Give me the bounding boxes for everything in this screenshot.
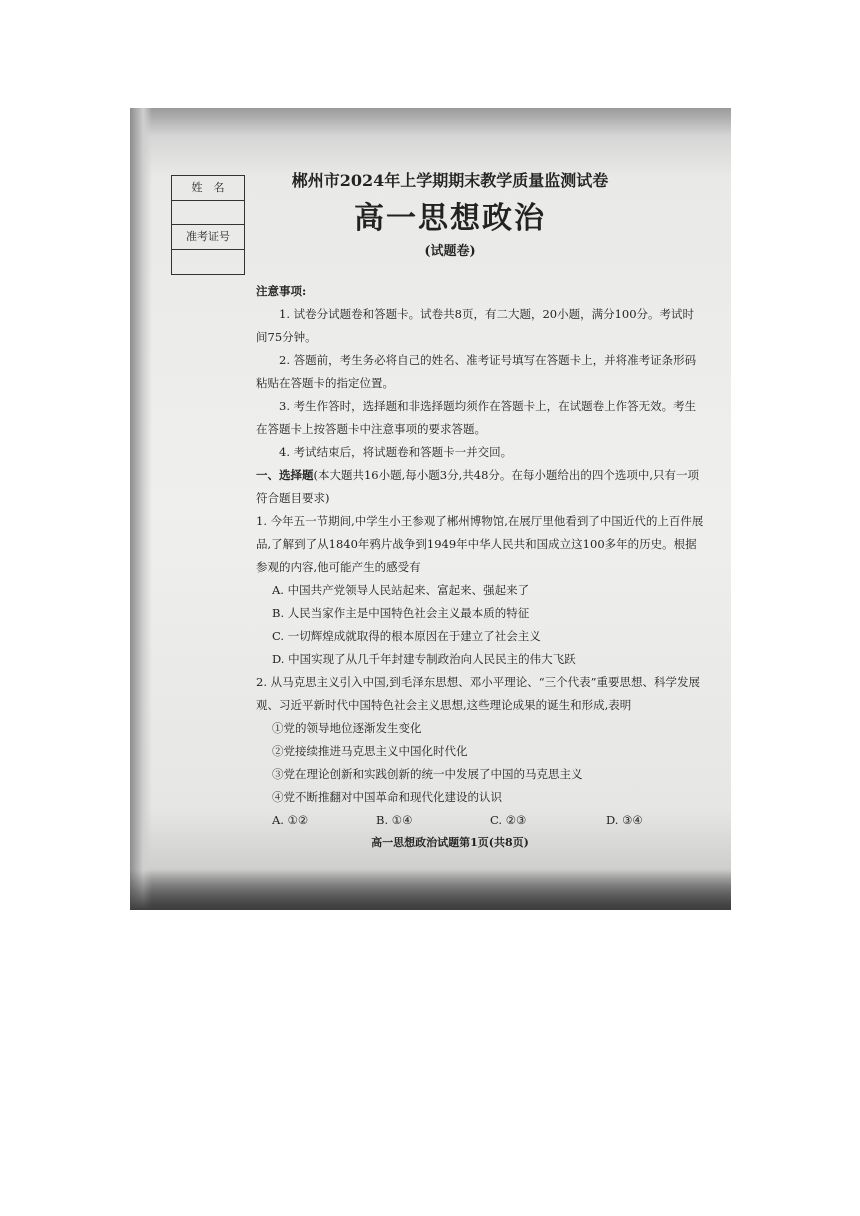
page-footer: 高一思想政治试题第1页(共8页) [371, 836, 529, 849]
question-2-statement: ①党的领导地位逐渐发生变化 [272, 721, 422, 735]
question-2-choice-a: A. ①② [272, 813, 309, 827]
question-1-stem: 1. 今年五一节期间,中学生小王参观了郴州博物馆,在展厅里他看到了中国近代的上百件展品,了解到了从1840年鸦片战争到1949年中华人民共和国成立这100多年的历史。根据参观的内容,他可能产生的感受有 [256, 514, 704, 574]
notice-item: 2. 答题前，考生务必将自己的姓名、准考证号填写在答题卡上，并将准考证条形码粘贴在答题卡的指定位置。 [256, 353, 697, 390]
notice-item: 3. 考生作答时，选择题和非选择题均须作在答题卡上，在试题卷上作答无效。考生在答题卡上按答题卡中注意事项的要求答题。 [256, 399, 697, 436]
exam-paper-photo [130, 108, 731, 910]
question-2-statement: ②党接续推进马克思主义中国化时代化 [272, 744, 468, 758]
exam-content [256, 280, 704, 833]
section-heading [256, 464, 704, 510]
question-1-option-b: B. 人民当家作主是中国特色社会主义最本质的特征 [272, 606, 530, 620]
question-2-choices [256, 809, 704, 833]
left-shadow [130, 108, 152, 910]
section-desc: (本大题共16小题,每小题3分,共48分。在每小题给出的四个选项中,只有一项符合题目要求) [256, 468, 700, 505]
question-1-option-d: D. 中国实现了从几千年封建专制政治向人民民主的伟大飞跃 [272, 652, 576, 666]
notice-item: 1. 试卷分试题卷和答题卡。试卷共8页，有二大题，20小题，满分100分。考试时间75分钟。 [256, 307, 695, 344]
candidate-info-box [171, 175, 245, 275]
question-2-choice-b: B. ①④ [376, 813, 413, 827]
question-2-choice-c: C. ②③ [490, 813, 527, 827]
notice-item: 4. 考试结束后，将试题卷和答题卡一并交回。 [279, 445, 513, 459]
question-2-statement: ③党在理论创新和实践创新的统一中发展了中国的马克思主义 [272, 767, 583, 781]
question-2-stem: 2. 从马克思主义引入中国,到毛泽东思想、邓小平理论、“三个代表”重要思想、科学发展观、习近平新时代中国特色社会主义思想,这些理论成果的诞生和形成,表明 [256, 675, 701, 712]
question-2-statement: ④党不断推翻对中国革命和现代化建设的认识 [272, 790, 502, 804]
exam-title: 高一思想政治 [354, 201, 546, 236]
question-1-option-c: C. 一切辉煌成就取得的根本原因在于建立了社会主义 [272, 629, 541, 643]
bottom-shadow [130, 870, 731, 910]
id-label: 准考证号 [172, 225, 244, 250]
question-1-option-a: A. 中国共产党领导人民站起来、富起来、强起来了 [272, 583, 530, 597]
name-label: 姓 名 [172, 176, 244, 201]
question-2-choice-d: D. ③④ [606, 813, 643, 827]
name-blank [172, 201, 244, 226]
section-title: 一、选择题 [256, 468, 314, 482]
volume-label: (试题卷) [424, 244, 476, 259]
exam-subtitle: 郴州市2024年上学期期末教学质量监测试卷 [291, 171, 609, 190]
id-blank [172, 250, 244, 274]
notice-heading: 注意事项: [256, 284, 307, 298]
